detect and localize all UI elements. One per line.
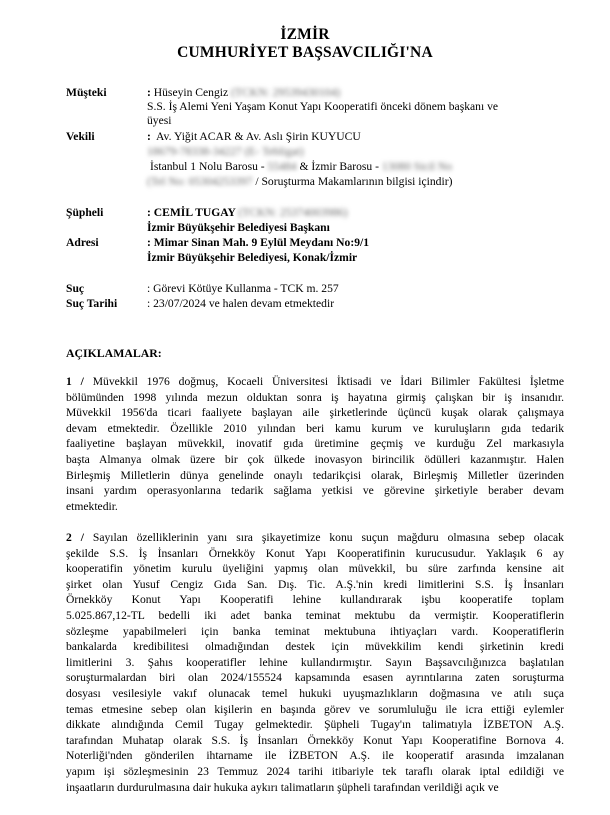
paragraph-line — [66, 686, 564, 702]
paragraph-line — [66, 530, 564, 546]
complainant-label: Müşteki — [66, 86, 107, 99]
paragraph-line — [66, 592, 564, 608]
paragraph-line — [66, 577, 564, 593]
paragraph-text: soruşturmalardan biri olan 2024/155524 kapsamında esasen ayrıntılarına zaten soruşturma — [66, 671, 564, 685]
paragraph-number: 2 / — [66, 531, 93, 544]
paragraph-text: Müvekkil 1956'da ticari faaliyete başlayan aile şirketlerinde üçüncü kuşak olarak çalışmaya — [66, 406, 564, 420]
paragraph-text: devam etmektedir. Özellikle 2010 yılından beri kamu kurum ve kuruluşların gıda tedarik — [66, 421, 564, 435]
paragraph-line — [66, 374, 564, 390]
paragraph-line — [66, 608, 564, 624]
attorney-label: Vekili — [66, 130, 95, 143]
paragraph-line — [66, 624, 564, 640]
phone-note: / Soruşturma Makamlarının bilgisi içindir) — [255, 175, 453, 188]
paragraph-line — [66, 780, 564, 796]
suspect-name-line — [147, 206, 348, 220]
paragraph-line — [66, 499, 564, 515]
paragraph-text: insani yardım operasyonlarına tedarik sağlama yetkisi ve görevine şirketiyle beraber devam — [66, 484, 564, 498]
offense-date-label: Suç Tarihi — [66, 297, 118, 310]
paragraph-text: yapım işi sözleşmesinin 23 Temmuz 2024 tarihi itibariyle tek taraflı olarak iptal edildiği ve — [66, 764, 564, 778]
paragraph-text: Birleşmiş Milletlerin dünya genelinde onaylı tedarikçisi olarak, Birleşmiş Milletler üzerinden — [66, 468, 564, 482]
attorney-ebtebligat-redacted: 18679-78338-34227 (E- Tebligat) — [147, 145, 304, 158]
attorney-names: Av. Yiğit ACAR & Av. Aslı Şirin KUYUCU — [156, 130, 361, 143]
paragraph-line — [66, 546, 564, 562]
attorney-phone-line — [147, 175, 452, 189]
paragraph-line — [66, 639, 564, 655]
attorney-bar-line — [150, 160, 452, 174]
complainant-desc-2: üyesi — [147, 114, 172, 127]
paragraph-text: Örnekköy Konut Yapı Kooperatifi lehine kullandırarak işbu kooperatife toplam — [66, 593, 564, 607]
suspect-id-redacted: (TCKN: 25374003986) — [238, 206, 348, 219]
suspect-title: İzmir Büyükşehir Belediyesi Başkanı — [147, 221, 330, 234]
paragraph-line — [66, 421, 564, 437]
paragraph-text: bankalarda kredibilitesi olmadığından destek için müvekkilim kendi şirketinin kredi — [66, 640, 564, 654]
paragraph-text: dikkate alındığında Cemil Tugay gelmektedir. Şüpheli Tugay'ın talimatıyla İZBETON A.Ş. — [66, 718, 564, 732]
paragraph-text: Müvekkil 1976 doğmuş, Kocaeli Üniversitesi İktisadi ve İdari Bilimler Fakültesi İşletme — [92, 375, 564, 388]
paragraph-text: etmektedir. — [66, 499, 118, 513]
suspect-label: Şüpheli — [66, 206, 104, 219]
complainant-desc-1: S.S. İş Alemi Yeni Yaşam Konut Yapı Kooperatifi önceki dönem başkanı ve — [147, 100, 499, 113]
paragraph-line — [66, 764, 564, 780]
section-title: AÇIKLAMALAR: — [66, 346, 162, 360]
paragraph-line — [66, 405, 564, 421]
paragraph-line — [66, 717, 564, 733]
phone-redacted: (Tel No: 05304253397 — [147, 175, 253, 188]
paragraph-line — [66, 483, 564, 499]
paragraph-text: Sayılan özelliklerinin yanı sıra şikayetimize konu suçun mağduru olmasına sebep olacak — [92, 531, 564, 544]
paragraph-2 — [66, 530, 564, 795]
paragraph-text: bölümünden 1998 yılında mezun olduktan sonra iş hayatına girmiş çalışkan bir iş insanıdır. — [66, 390, 564, 404]
attorney-names-line: : Av. Yiğit ACAR & Av. Aslı Şirin KUYUCU — [147, 130, 361, 143]
paragraph-line — [66, 390, 564, 406]
paragraph-text: inşaatların durdurulmasına dair hukuka aykırı talimatların şüpheli tarafından verildiği açık ve — [66, 780, 499, 794]
paragraph-line — [66, 436, 564, 452]
paragraph-text: şirket olan Yusuf Cengiz Gıda San. Dış. Tic. A.Ş.'nin kredi limitlerini S.S. İş İnsanları — [66, 577, 564, 591]
offense-value: : Görevi Kötüye Kullanma - TCK m. 257 — [147, 282, 339, 295]
paragraph-line — [66, 655, 564, 671]
paragraph-line — [66, 452, 564, 468]
suspect-name: : CEMİL TUGAY — [147, 206, 236, 219]
bar-a-no: 55484 — [267, 160, 297, 173]
paragraph-text: Noterliği'nden gönderilen ihtarname ile İZBETON A.Ş. ile kooperatif arasında imzalanan — [66, 749, 564, 763]
paragraph-line — [66, 748, 564, 764]
paragraph-text: kooperatifin yönetim kurulu üyeliğini yapmış olan müvekkil, bu süre zarfında kensine ait — [66, 562, 564, 576]
paragraph-line — [66, 468, 564, 484]
offense-label: Suç — [66, 282, 85, 295]
complainant-name: Hüseyin Cengiz — [153, 86, 229, 99]
paragraph-number: 1 / — [66, 375, 93, 388]
complainant-id-redacted: (TCKN: 29539430104) — [231, 86, 341, 99]
address-label: Adresi — [66, 236, 99, 249]
paragraph-text: başta Almanya olmak üzere bir çok ülkede inovasyon birincilik ödülleri kazanmıştır. Halen — [66, 452, 564, 466]
paragraph-line — [66, 733, 564, 749]
paragraph-line — [66, 561, 564, 577]
paragraph-text: faaliyetine başlayan müvekkil, inovatif gıda üretimine geçmiş ve kurduğu Zel markasıyla — [66, 437, 564, 451]
address-line-1: : Mimar Sinan Mah. 9 Eylül Meydanı No:9/1 — [147, 236, 370, 249]
addressee-office: CUMHURİYET BAŞSAVCILIĞI'NA — [177, 44, 433, 61]
offense-date-value: : 23/07/2024 ve halen devam etmektedir — [147, 297, 335, 310]
paragraph-line — [66, 670, 564, 686]
paragraph-text: temas etmesine sebep olan kişilerin en başında görev ve sorumluluğu ile icra ettiği eylemler — [66, 702, 564, 716]
address-line-2: İzmir Büyükşehir Belediyesi, Konak/İzmir — [147, 251, 358, 264]
paragraph-text: tarafından Muhatap olarak S.S. İş İnsanları Örnekköy Konut Yapı Kooperatifine Bornova 4. — [66, 733, 564, 747]
paragraph-text: dosyası vesilesiyle vakıf olunacak temel hukuki uyuşmazlıkların doğmasına ve atılı suça — [66, 686, 564, 700]
complainant-name-line: : Hüseyin Cengiz (TCKN: 29539430104) — [147, 86, 341, 99]
paragraph-text: şekilde S.S. İş İnsanları Örnekköy Konut Yapı Kooperatifinin kurucusudur. Yaklaşık 6 ay — [66, 546, 564, 560]
bar-b-no: 13080 Sicil No — [381, 160, 453, 173]
bar-a: İstanbul 1 Nolu Barosu - — [150, 160, 265, 173]
paragraph-text: sözleşme yapabilmeleri için banka teminat mektubuna ihtiyaçları vardı. Kooperatiflerin — [66, 624, 564, 638]
paragraph-text: 5.025.867,12-TL bedelli iki adet banka teminat mektubu da vermiştir. Kooperatiflerin — [66, 608, 564, 622]
bar-sep: & İzmir Barosu - — [299, 160, 379, 173]
paragraph-text: limitlerini 3. Şahıs kooperatifler lehine kullandırmıştır. Sayın Başsavcılığınızca başlatılan — [66, 655, 564, 669]
addressee-city: İZMİR — [280, 26, 330, 43]
paragraph-line — [66, 702, 564, 718]
paragraph-1 — [66, 374, 564, 514]
